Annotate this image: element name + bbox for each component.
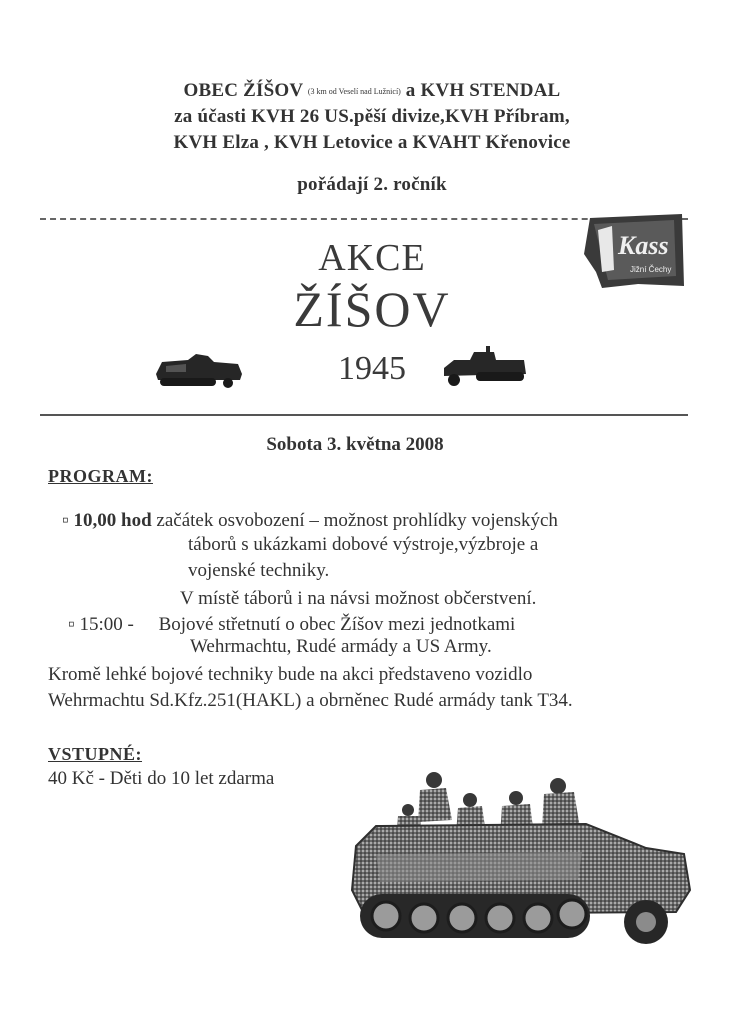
header-line-2: za účasti KVH 26 US.pěší divize,KVH Příbram,: [174, 106, 570, 127]
svg-text:Kass: Kass: [618, 231, 669, 260]
event-year: 1945: [338, 350, 406, 387]
bullet-icon: ▫: [62, 510, 74, 531]
organizer-name: OBEC ŽÍŠOV: [183, 80, 303, 101]
program-note-line-2: Wehrmachtu Sd.Kfz.251(HAKL) a obrněnec Rudé armády tank T34.: [48, 690, 573, 711]
svg-text:Jižní Čechy: Jižní Čechy: [630, 265, 672, 274]
admission-heading: VSTUPNÉ:: [48, 744, 143, 764]
halftrack-soldiers-image: [346, 762, 696, 954]
program-item-1-line-2: táborů s ukázkami dobové výstroje,výzbroje a: [188, 534, 539, 555]
program-note-line-1: Kromě lehké bojové techniky bude na akci představeno vozidlo: [48, 664, 533, 685]
halftrack-small-right-image: [440, 346, 530, 388]
header-line-3: KVH Elza , KVH Letovice a KVAHT Křenovice: [173, 132, 571, 153]
event-title-zisov: ŽÍŠOV: [293, 281, 451, 337]
program-item-2: [68, 614, 515, 636]
organizer-location: (3 km od Veselí nad Lužnicí): [307, 87, 401, 96]
organizer-partner: a KVH STENDAL: [405, 80, 561, 101]
event-date: Sobota 3. května 2008: [266, 434, 444, 455]
program-item-2-time: 15:00 -: [79, 614, 134, 635]
admission-price: 40 Kč - Děti do 10 let zdarma: [48, 768, 275, 789]
program-item-2-line-2: Wehrmachtu, Rudé armády a US Army.: [190, 636, 492, 657]
bottom-divider: [40, 414, 688, 416]
program-item-1-line-4: V místě táborů i na návsi možnost občerstvení.: [180, 588, 537, 609]
bullet-icon: ▫: [68, 614, 80, 635]
program-item-1-time: 10,00 hod: [73, 510, 152, 531]
header-line-1: [0, 80, 744, 102]
program-item-1-line-3: vojenské techniky.: [188, 560, 330, 581]
header-line-4: pořádají 2. ročník: [297, 174, 447, 195]
program-item-1-text: začátek osvobození – možnost prohlídky vojenských: [156, 510, 558, 531]
program-heading: PROGRAM:: [48, 466, 153, 486]
halftrack-small-left-image: [152, 350, 244, 390]
program-item-1: [62, 510, 558, 532]
event-title-akce: AKCE: [318, 237, 426, 279]
program-item-2-text: Bojové střetnutí o obec Žíšov mezi jednotkami: [158, 614, 516, 635]
